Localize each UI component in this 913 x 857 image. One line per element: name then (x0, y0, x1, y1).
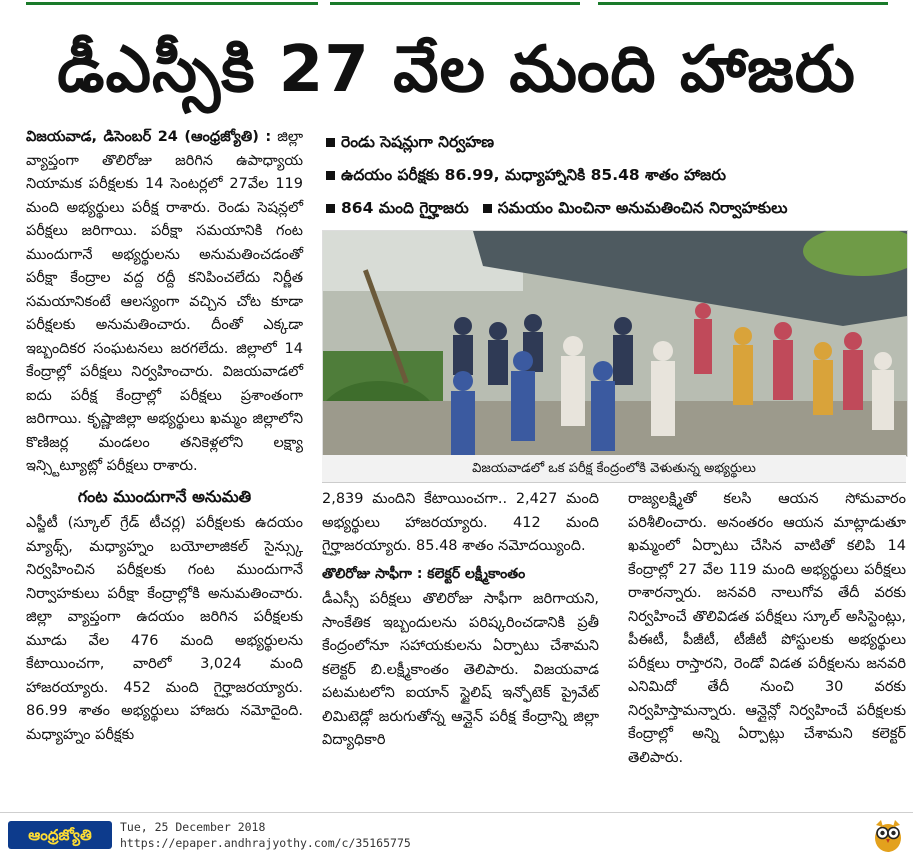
highlight-text: రెండు సెషన్లుగా నిర్వహణ (341, 133, 495, 151)
dateline: విజయవాడ, డిసెంబర్ 24 (ఆంధ్రజ్యోతి) : (26, 129, 272, 145)
article-column-2 (322, 488, 599, 753)
subhead: తొలిరోజు సాఫీగా : కలెక్టర్ లక్ష్మీకాంతం (322, 565, 526, 582)
photo-caption: విజయవాడలో ఒక పరీక్ష కేంద్రంలోకి వెళుతున్న అభ్యర్థులు (322, 455, 906, 483)
andhrajyothy-logo[interactable]: ఆంధ్రజ్యోతి (8, 821, 112, 849)
article-paragraph: రాజ్యలక్ష్మితో కలసి ఆయన సోమవారం పరిశీలించారు. అనంతరం ఆయన మాట్లాడుతూ ఖమ్మంలో ఏర్పాటు చేసిన వాటితో కలిపి 14 కేంద్రాల్లో 27 వేల 119 మంది అభ్యర్థులు పరీక్షలు రాశారన్నారు. జనవరి నాలుగోవ తేదీ వరకు నిర్వహించే తొలివిడత పరీక్షలు స్కూల్ అసిస్టెంట్లు, పీఈటీ, పీజీటీ, టీజీటీ పోస్టులకు అభ్యర్థులు పరీక్షలు రాస్తారని, రెండో విడత పరీక్షలను జనవరి ఎనిమిదో తేదీ నుంచి 30 వరకు నిర్వహిస్తామన్నారు. ఆన్లైన్లో నిర్వహించే పరీక్షలకు కేంద్రాల్లో అన్ని ఏర్పాట్లు చేశామని కలెక్టర్ తెలిపారు. (628, 491, 906, 766)
footer-url[interactable]: https://epaper.andhrajyothy.com/c/35165775 (120, 836, 411, 850)
top-rule-right (598, 2, 888, 5)
footer-meta (120, 819, 411, 851)
bullet-icon (326, 204, 335, 213)
highlight-text: సమయం మించినా అనుమతించిన నిర్వాహకులు (497, 199, 788, 217)
highlight-text: ఉదయం పరీక్షకు 86.99, మధ్యాహ్నానికి 85.48 శాతం హాజరు (341, 166, 726, 184)
bullet-icon (326, 171, 335, 180)
owl-icon (873, 817, 903, 853)
footer-date: Tue, 25 December 2018 (120, 820, 266, 834)
article-paragraph: ఎస్జీటీ (స్కూల్ గ్రేడ్ టీచర్ల) పరీక్షలకు ఉదయం మ్యాథ్స్, మధ్యాహ్నం బయోలాజికల్ సైన్స్కు నిర్వహించిన పరీక్షలకు గంట ముందుగానే నిర్వాహకులు పరీక్షా కేంద్రాల్లోకి అనుమతించారు. జిల్లా వ్యాప్తంగా ఉదయం జరిగిన పరీక్షలకు మూడు వేల 476 మంది అభ్యర్థులను కేటాయించగా, వారిలో 3,024 మంది హాజరయ్యారు. 452 మంది గైర్హాజరయ్యారు. 86.99 శాతం అభ్యర్థులు హాజరు నమోదైంది. మధ్యాహ్నం పరీక్షకు (26, 515, 303, 743)
photo-illustration (323, 231, 907, 456)
top-rule-middle (330, 2, 580, 5)
article-column-1 (26, 126, 303, 747)
paragraph-text: జిల్లా వ్యాప్తంగా తొలిరోజు జరిగిన ఉపాధ్యాయ నియామక పరీక్షలకు 14 సెంటర్లలో 27వేల 119 మంది అభ్యర్థులు పరీక్ష రాశారు. రెండు సెషన్లలో పరీక్షలు జరిగాయి. పరీక్షా సమయానికి గంట ముందుగానే అభ్యర్థులను అనుమతించడంతో పరీక్షా కేంద్రాల వద్ద రద్దీ కనిపించలేదు నిర్ణీత సమయానికంటే ఆలస్యంగా వచ్చిన చోట కూడా పరీక్షలకు అనుమతించారు. దీంతో ఎక్కడా ఇబ్బందికర సంఘటనలు జరగలేదు. జిల్లాలో 14 కేంద్రాల్లో పరీక్షలు నిర్వహించారు. విజయవాడలో ఐదు పరీక్ష కేంద్రాల్లో పరీక్షలు ప్రశాంతంగా జరిగాయి. కృష్ణాజిల్లా అభ్యర్థులు ఖమ్మం జిల్లాలోని కొణిజర్ల మండలం తనికెళ్లలోని లక్ష్యా ఇన్స్టిట్యూట్లో పరీక్షలు రాశారు. (26, 129, 303, 474)
subhead: గంట ముందుగానే అనుమతి (77, 486, 252, 506)
highlight-line (322, 192, 906, 225)
article-column-3 (628, 488, 906, 770)
highlight-line (322, 126, 906, 159)
top-rule-left (26, 2, 318, 5)
highlight-line (322, 159, 906, 192)
article-paragraph: డీఎస్సీ పరీక్షలు తొలిరోజు సాఫీగా జరిగాయని, సాంకేతిక ఇబ్బందులను పరిష్కరించడానికి ప్రతీ కేంద్రంలోనూ సహాయకులను ఏర్పాటు చేశామని కలెక్టర్ బి.లక్ష్మీకాంతం తెలిపారు. విజయవాడ పటమటలోని ఐయాన్ స్టైలిష్ ఇన్ఫోటెక్ ప్రైవేట్ లిమిటెడ్లో జరుగుతోన్న ఆన్లైన్ పరీక్ష కేంద్రాన్ని జిల్లా విద్యాధికారి (322, 591, 599, 748)
highlight-text: 864 మంది గైర్హాజరు (341, 199, 469, 217)
bullet-icon (483, 204, 492, 213)
highlights-box (322, 126, 906, 225)
article-paragraph (26, 126, 303, 479)
top-rule (0, 0, 913, 8)
bullet-icon (326, 138, 335, 147)
article-paragraph: 2,839 మందిని కేటాయించగా.. 2,427 మంది అభ్యర్థులు హాజరయ్యారు. 412 మంది గైర్హాజరయ్యారు. 85.48 శాతం నమోదయ్యింది. (322, 491, 599, 554)
headline: డీఎస్సీకి 27 వేల మంది హాజరు (57, 33, 856, 107)
news-photo (322, 230, 908, 457)
footer-bar (0, 812, 913, 857)
